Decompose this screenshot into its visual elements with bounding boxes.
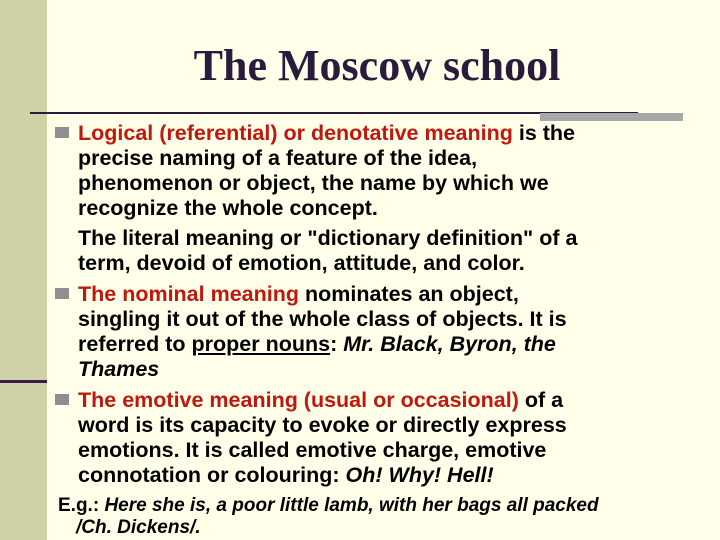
proper-nouns-underlined: proper nouns xyxy=(191,332,331,356)
bullet-1-line-4: recognize the whole concept. xyxy=(78,196,378,220)
bullet-2-term: The nominal meaning xyxy=(78,282,299,306)
bullet-3-term: The emotive meaning (usual or occasional) xyxy=(78,388,519,412)
bullet-square-icon xyxy=(55,127,69,138)
left-decor-line xyxy=(0,380,47,383)
bullet-3-text: connotation or colouring: xyxy=(78,463,346,487)
example-text: Here she is, a poor little lamb, with her bags all packed xyxy=(104,495,599,516)
bullet-square-icon xyxy=(55,394,69,405)
bullet-2-text: nominates an object, xyxy=(299,282,519,306)
example-line-2: /Ch. Dickens/. xyxy=(76,517,201,538)
bullet-1-line-1 xyxy=(78,121,703,146)
example-line-1 xyxy=(58,495,708,517)
bullet-3-line-4 xyxy=(78,463,703,488)
bullet-square-icon xyxy=(55,288,69,299)
bullet-1-line-6: term, devoid of emotion, attitude, and color. xyxy=(78,251,525,275)
example-label: E.g.: xyxy=(58,495,105,516)
bullet-1-term: Logical (referential) or denotative meaning xyxy=(78,121,513,145)
bullet-2-examples: Mr. Black, Byron, the xyxy=(343,332,556,356)
bullet-2-line-2: singling it out of the whole class of objects. It is xyxy=(78,307,567,331)
title-divider-accent xyxy=(540,113,683,121)
bullet-2-text: referred to xyxy=(78,332,192,356)
bullet-1-line-5: The literal meaning or "dictionary definition" of a xyxy=(78,226,578,250)
bullet-2-line-1 xyxy=(78,282,703,307)
bullet-1-text: is the xyxy=(512,121,576,145)
bullet-3-line-1 xyxy=(78,388,703,413)
slide-title: The Moscow school xyxy=(193,41,561,90)
bullet-3-line-2: word is its capacity to evoke or directly express xyxy=(78,413,567,437)
bullet-1-line-2: precise naming of a feature of the idea, xyxy=(78,146,478,170)
left-decor-band xyxy=(0,0,47,540)
bullet-3-examples: Oh! Why! Hell! xyxy=(345,463,494,487)
bullet-2-colon: : xyxy=(330,332,344,356)
bullet-2-line-3 xyxy=(78,332,703,357)
bullet-3-line-3: emotions. It is called emotive charge, emotive xyxy=(78,438,547,462)
bullet-1-line-3: phenomenon or object, the name by which we xyxy=(78,171,549,195)
bullet-3-text: of a xyxy=(518,388,564,412)
bullet-2-line-4: Thames xyxy=(78,357,160,381)
